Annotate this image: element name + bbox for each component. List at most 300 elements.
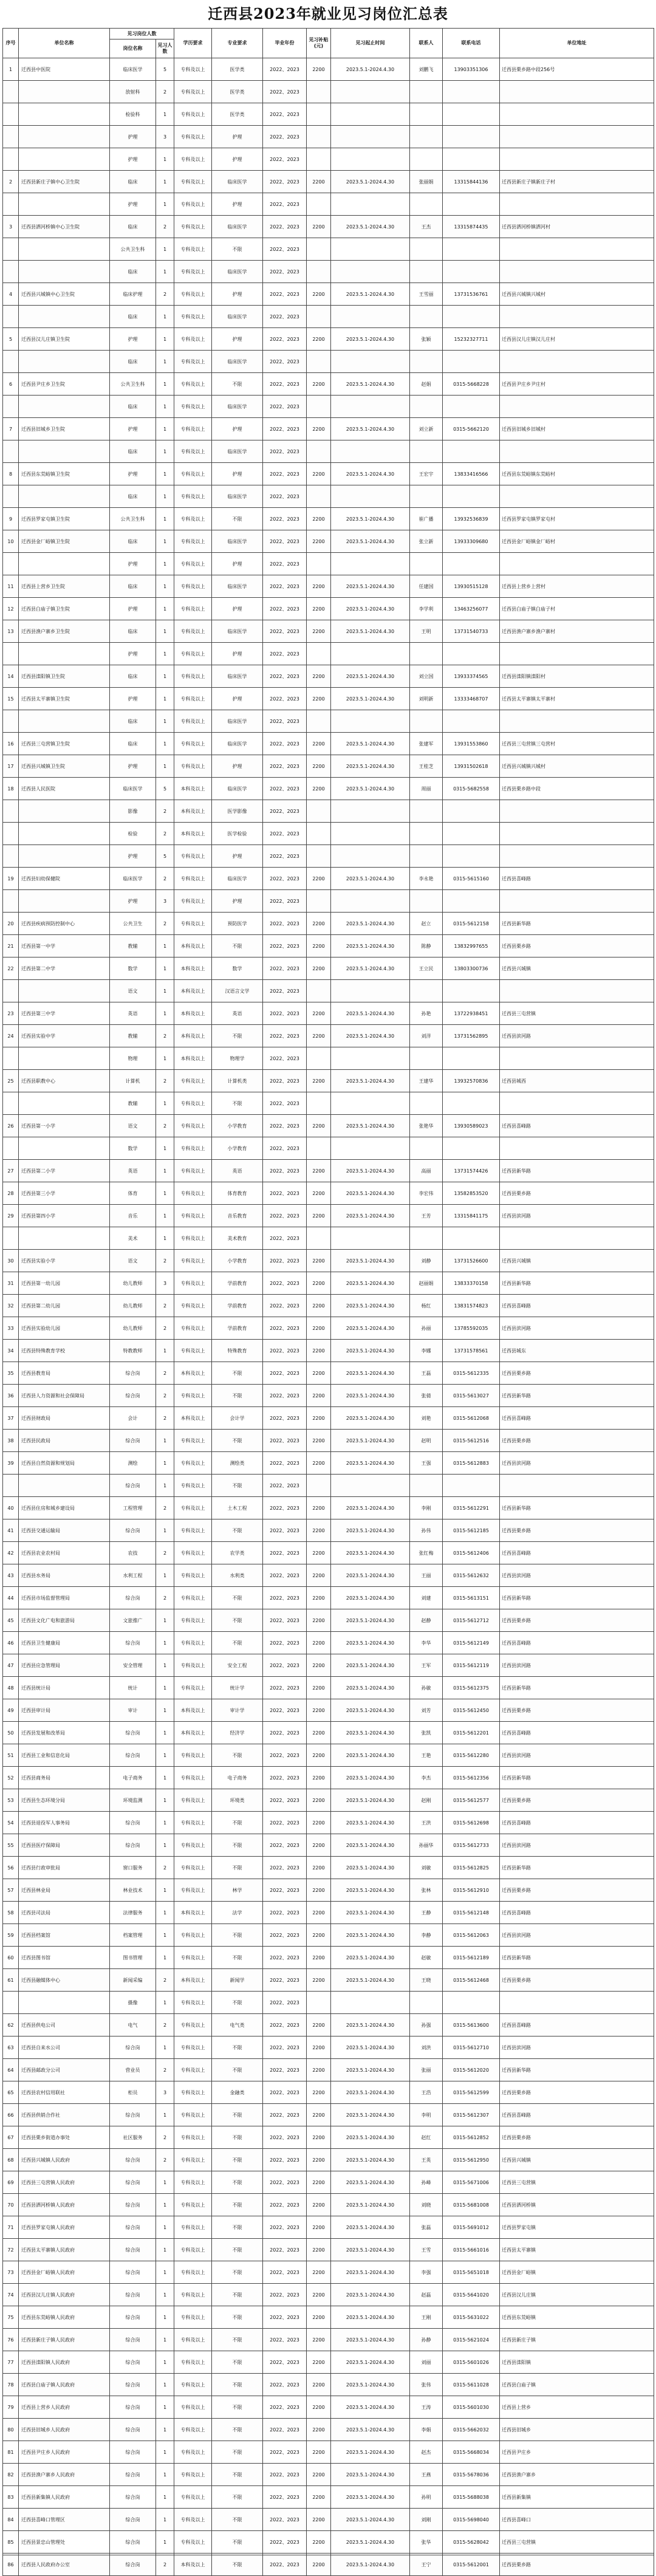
row-subsidy: 2200 bbox=[307, 508, 331, 530]
row-post: 临床医学 bbox=[110, 868, 156, 890]
row-post: 综合岗 bbox=[110, 1722, 156, 1744]
row-subsidy: 2200 bbox=[307, 2126, 331, 2149]
row-unit: 迁西县第三小学 bbox=[19, 1182, 110, 1205]
row-count: 1 bbox=[156, 1205, 174, 1227]
row-period bbox=[331, 81, 410, 103]
row-period: 2023.5.1-2024.4.30 bbox=[331, 2284, 410, 2306]
row-period: 2023.5.1-2024.4.30 bbox=[331, 418, 410, 440]
row-phone bbox=[443, 126, 500, 148]
row-unit: 迁西县金厂峪镇卫生院 bbox=[19, 530, 110, 553]
row-address: 迁西县滨河路 bbox=[500, 1924, 654, 1947]
row-subsidy: 2200 bbox=[307, 1834, 331, 1857]
row-period: 2023.5.1-2024.4.30 bbox=[331, 868, 410, 890]
row-major: 医学类 bbox=[212, 58, 263, 81]
row-seq bbox=[3, 845, 19, 868]
row-period: 2023.5.1-2024.4.30 bbox=[331, 2509, 410, 2531]
row-address: 迁西县栗乡路 bbox=[500, 1609, 654, 1632]
table-row bbox=[3, 1475, 654, 1497]
row-count: 2 bbox=[156, 283, 174, 306]
row-subsidy: 2200 bbox=[307, 171, 331, 193]
row-phone: 0315-5641020 bbox=[443, 2284, 500, 2306]
row-subsidy: 2200 bbox=[307, 755, 331, 778]
row-count: 1 bbox=[156, 1902, 174, 1924]
row-grad-year: 2022、2023 bbox=[263, 1812, 307, 1834]
row-education: 专科及以上 bbox=[174, 2126, 212, 2149]
row-seq: 49 bbox=[3, 1699, 19, 1722]
row-address: 迁西县喜峰路 bbox=[500, 1902, 654, 1924]
row-period: 2023.5.1-2024.4.30 bbox=[331, 1857, 410, 1879]
row-period bbox=[331, 1092, 410, 1115]
row-phone: 0315-5613600 bbox=[443, 2014, 500, 2036]
row-post: 临床 bbox=[110, 351, 156, 373]
row-post: 综合岗 bbox=[110, 2239, 156, 2261]
row-major: 法学 bbox=[212, 1902, 263, 1924]
row-education: 专科及以上 bbox=[174, 171, 212, 193]
table-row bbox=[3, 868, 654, 890]
row-grad-year: 2022、2023 bbox=[263, 1047, 307, 1070]
row-contact: 王桂芝 bbox=[410, 755, 443, 778]
row-phone bbox=[443, 238, 500, 261]
row-subsidy: 2200 bbox=[307, 1430, 331, 1452]
row-contact bbox=[410, 81, 443, 103]
row-major: 汉语言文学 bbox=[212, 980, 263, 1002]
row-period: 2023.5.1-2024.4.30 bbox=[331, 1002, 410, 1025]
row-major: 不限 bbox=[212, 1947, 263, 1969]
row-seq: 65 bbox=[3, 2081, 19, 2104]
row-grad-year: 2022、2023 bbox=[263, 1002, 307, 1025]
row-major: 音乐教育 bbox=[212, 1205, 263, 1227]
table-row bbox=[3, 1137, 654, 1160]
row-unit: 迁西县东荒峪镇卫生院 bbox=[19, 463, 110, 485]
row-period: 2023.5.1-2024.4.30 bbox=[331, 2329, 410, 2351]
row-major: 小学教育 bbox=[212, 1137, 263, 1160]
row-major: 安全工程 bbox=[212, 1654, 263, 1677]
row-phone: 0315-5612185 bbox=[443, 1519, 500, 1542]
row-period: 2023.5.1-2024.4.30 bbox=[331, 620, 410, 643]
row-post: 语文 bbox=[110, 980, 156, 1002]
table-row bbox=[3, 1002, 654, 1025]
row-unit: 迁西县景忠山管理处 bbox=[19, 2531, 110, 2554]
row-phone: 0315-5612149 bbox=[443, 1632, 500, 1654]
row-count: 2 bbox=[156, 1070, 174, 1092]
row-contact: 王燕 bbox=[410, 2464, 443, 2486]
table-row bbox=[3, 1182, 654, 1205]
row-education: 专科及以上 bbox=[174, 351, 212, 373]
table-row bbox=[3, 2396, 654, 2419]
row-period: 2023.5.1-2024.4.30 bbox=[331, 2351, 410, 2374]
row-major: 护理 bbox=[212, 643, 263, 665]
row-period: 2023.5.1-2024.4.30 bbox=[331, 575, 410, 598]
row-education: 专科及以上 bbox=[174, 1205, 212, 1227]
row-major: 不限 bbox=[212, 1857, 263, 1879]
row-contact: 赵立 bbox=[410, 913, 443, 935]
row-major: 不限 bbox=[212, 1430, 263, 1452]
row-education: 专科及以上 bbox=[174, 1250, 212, 1272]
row-period: 2023.5.1-2024.4.30 bbox=[331, 913, 410, 935]
row-seq: 61 bbox=[3, 1969, 19, 1992]
row-subsidy bbox=[307, 1475, 331, 1497]
row-post: 临床 bbox=[110, 171, 156, 193]
row-subsidy: 2200 bbox=[307, 1160, 331, 1182]
row-count: 1 bbox=[156, 2036, 174, 2059]
row-phone: 13785592035 bbox=[443, 1317, 500, 1340]
row-address: 迁西县栗乡路 bbox=[500, 1789, 654, 1812]
row-unit bbox=[19, 1092, 110, 1115]
row-post: 综合岗 bbox=[110, 1812, 156, 1834]
row-address: 迁西县上营乡 bbox=[500, 2396, 654, 2419]
row-major: 护理 bbox=[212, 148, 263, 171]
row-post: 护理 bbox=[110, 553, 156, 575]
row-count: 1 bbox=[156, 710, 174, 733]
row-post: 综合岗 bbox=[110, 2194, 156, 2216]
row-contact: 李刚 bbox=[410, 1497, 443, 1519]
row-post: 审计 bbox=[110, 1699, 156, 1722]
table-row bbox=[3, 171, 654, 193]
row-post: 农技 bbox=[110, 1542, 156, 1564]
row-contact: 李娜 bbox=[410, 1340, 443, 1362]
row-seq: 4 bbox=[3, 283, 19, 306]
row-period bbox=[331, 553, 410, 575]
row-contact: 李学利 bbox=[410, 598, 443, 620]
row-grad-year: 2022、2023 bbox=[263, 980, 307, 1002]
row-education: 专科及以上 bbox=[174, 2509, 212, 2531]
row-grad-year: 2022、2023 bbox=[263, 1677, 307, 1699]
row-period bbox=[331, 890, 410, 913]
table-row bbox=[3, 1879, 654, 1902]
row-seq: 76 bbox=[3, 2329, 19, 2351]
row-period: 2023.5.1-2024.4.30 bbox=[331, 2531, 410, 2554]
row-phone: 13731540733 bbox=[443, 620, 500, 643]
row-phone: 13731536761 bbox=[443, 283, 500, 306]
row-address: 迁西县兴城镇兴城村 bbox=[500, 283, 654, 306]
table-row bbox=[3, 216, 654, 238]
row-education: 专科及以上 bbox=[174, 2239, 212, 2261]
row-unit bbox=[19, 261, 110, 283]
row-post: 水利工程 bbox=[110, 1564, 156, 1587]
table-row bbox=[3, 823, 654, 845]
table-row bbox=[3, 1205, 654, 1227]
row-phone: 0315-5662032 bbox=[443, 2419, 500, 2441]
row-education: 专科及以上 bbox=[174, 2194, 212, 2216]
row-period bbox=[331, 193, 410, 216]
row-subsidy bbox=[307, 643, 331, 665]
row-grad-year: 2022、2023 bbox=[263, 2554, 307, 2576]
row-grad-year: 2022、2023 bbox=[263, 2239, 307, 2261]
row-count: 1 bbox=[156, 1947, 174, 1969]
row-unit: 迁西县第一幼儿园 bbox=[19, 1272, 110, 1295]
row-phone: 0315-5621024 bbox=[443, 2329, 500, 2351]
row-grad-year: 2022、2023 bbox=[263, 1722, 307, 1744]
row-contact: 任建国 bbox=[410, 575, 443, 598]
row-education: 专科及以上 bbox=[174, 126, 212, 148]
row-period bbox=[331, 306, 410, 328]
row-unit bbox=[19, 126, 110, 148]
row-count: 1 bbox=[156, 440, 174, 463]
row-phone: 0315-5671006 bbox=[443, 2171, 500, 2194]
row-count: 1 bbox=[156, 148, 174, 171]
table-row bbox=[3, 58, 654, 81]
row-post: 护理 bbox=[110, 643, 156, 665]
row-address bbox=[500, 1047, 654, 1070]
row-count: 1 bbox=[156, 2351, 174, 2374]
row-grad-year: 2022、2023 bbox=[263, 2261, 307, 2284]
row-phone: 0315-5612201 bbox=[443, 1722, 500, 1744]
row-phone bbox=[443, 643, 500, 665]
row-grad-year: 2022、2023 bbox=[263, 238, 307, 261]
row-grad-year: 2022、2023 bbox=[263, 1452, 307, 1475]
row-period: 2023.5.1-2024.4.30 bbox=[331, 171, 410, 193]
row-seq: 66 bbox=[3, 2104, 19, 2126]
row-period: 2023.5.1-2024.4.30 bbox=[331, 2216, 410, 2239]
row-period: 2023.5.1-2024.4.30 bbox=[331, 1317, 410, 1340]
row-count: 1 bbox=[156, 351, 174, 373]
row-count: 1 bbox=[156, 957, 174, 980]
row-post: 测绘 bbox=[110, 1452, 156, 1475]
row-unit: 迁西县第四小学 bbox=[19, 1205, 110, 1227]
row-subsidy: 2200 bbox=[307, 1115, 331, 1137]
row-address: 迁西县三屯营镇 bbox=[500, 2171, 654, 2194]
row-contact: 张磊 bbox=[410, 2216, 443, 2239]
row-major: 计算机类 bbox=[212, 1070, 263, 1092]
row-count: 1 bbox=[156, 1654, 174, 1677]
row-count: 1 bbox=[156, 2531, 174, 2554]
row-period: 2023.5.1-2024.4.30 bbox=[331, 1654, 410, 1677]
row-unit: 迁西县太平寨镇卫生院 bbox=[19, 688, 110, 710]
row-phone: 0315-5631022 bbox=[443, 2306, 500, 2329]
row-seq: 72 bbox=[3, 2239, 19, 2261]
row-unit bbox=[19, 1475, 110, 1497]
row-grad-year: 2022、2023 bbox=[263, 485, 307, 508]
row-unit: 迁西县第二中学 bbox=[19, 957, 110, 980]
row-education: 专科及以上 bbox=[174, 2419, 212, 2441]
row-unit: 迁西县供销合作社 bbox=[19, 2104, 110, 2126]
row-period bbox=[331, 823, 410, 845]
row-contact: 孙丽华 bbox=[410, 1834, 443, 1857]
row-unit: 迁西县洒河桥镇中心卫生院 bbox=[19, 216, 110, 238]
row-major: 护理 bbox=[212, 598, 263, 620]
row-post: 幼儿教师 bbox=[110, 1295, 156, 1317]
row-grad-year: 2022、2023 bbox=[263, 351, 307, 373]
row-phone: 0315-5612468 bbox=[443, 1969, 500, 1992]
row-period: 2023.5.1-2024.4.30 bbox=[331, 2486, 410, 2509]
row-contact bbox=[410, 193, 443, 216]
row-phone: 0315-5662120 bbox=[443, 418, 500, 440]
row-address bbox=[500, 396, 654, 418]
row-seq: 79 bbox=[3, 2396, 19, 2419]
row-major: 不限 bbox=[212, 935, 263, 957]
row-major: 护理 bbox=[212, 845, 263, 868]
row-unit: 迁西县发展和改革局 bbox=[19, 1722, 110, 1744]
row-unit: 迁西县白庙子镇人民政府 bbox=[19, 2374, 110, 2396]
row-count: 1 bbox=[156, 193, 174, 216]
row-phone bbox=[443, 1047, 500, 1070]
table-row bbox=[3, 2171, 654, 2194]
row-post: 综合岗 bbox=[110, 2261, 156, 2284]
row-address bbox=[500, 351, 654, 373]
row-contact: 王静 bbox=[410, 1902, 443, 1924]
row-education: 本科及以上 bbox=[174, 2554, 212, 2576]
row-post: 护理 bbox=[110, 463, 156, 485]
row-education: 专科及以上 bbox=[174, 1115, 212, 1137]
row-count: 2 bbox=[156, 1317, 174, 1340]
table-row bbox=[3, 2239, 654, 2261]
row-subsidy: 2200 bbox=[307, 1205, 331, 1227]
row-period bbox=[331, 351, 410, 373]
row-post: 幼儿教师 bbox=[110, 1272, 156, 1295]
row-post: 护理 bbox=[110, 890, 156, 913]
row-seq bbox=[3, 148, 19, 171]
row-phone: 13333468707 bbox=[443, 688, 500, 710]
row-count: 1 bbox=[156, 1340, 174, 1362]
row-major: 英语 bbox=[212, 1002, 263, 1025]
row-post: 综合岗 bbox=[110, 1744, 156, 1767]
row-phone: 13932570836 bbox=[443, 1070, 500, 1092]
row-major: 不限 bbox=[212, 1992, 263, 2014]
row-phone: 0315-5601030 bbox=[443, 2396, 500, 2419]
row-address: 迁西县栗乡路 bbox=[500, 1362, 654, 1385]
table-row bbox=[3, 2036, 654, 2059]
row-phone bbox=[443, 980, 500, 1002]
row-grad-year: 2022、2023 bbox=[263, 1475, 307, 1497]
row-unit: 迁西县白庙子镇卫生院 bbox=[19, 598, 110, 620]
row-contact: 王刚 bbox=[410, 2306, 443, 2329]
row-phone: 0315-5612599 bbox=[443, 2081, 500, 2104]
row-unit: 迁西县旧城乡人民政府 bbox=[19, 2419, 110, 2441]
row-unit: 迁西县市场监督管理局 bbox=[19, 1587, 110, 1609]
row-contact bbox=[410, 845, 443, 868]
row-subsidy: 2200 bbox=[307, 1340, 331, 1362]
table-row bbox=[3, 2509, 654, 2531]
row-phone bbox=[443, 890, 500, 913]
row-seq bbox=[3, 710, 19, 733]
row-education: 本科及以上 bbox=[174, 1002, 212, 1025]
row-contact: 赵丽娟 bbox=[410, 1272, 443, 1295]
row-address bbox=[500, 890, 654, 913]
row-contact: 周丽 bbox=[410, 778, 443, 800]
row-count: 1 bbox=[156, 2419, 174, 2441]
row-seq: 52 bbox=[3, 1767, 19, 1789]
row-period: 2023.5.1-2024.4.30 bbox=[331, 2126, 410, 2149]
row-seq: 8 bbox=[3, 463, 19, 485]
row-education: 专科及以上 bbox=[174, 440, 212, 463]
row-address: 迁西县喜峰路 bbox=[500, 1812, 654, 1834]
row-major: 护理 bbox=[212, 328, 263, 351]
row-subsidy: 2200 bbox=[307, 2374, 331, 2396]
row-phone: 0315-5612148 bbox=[443, 1902, 500, 1924]
row-post: 综合岗 bbox=[110, 1430, 156, 1452]
row-post: 综合岗 bbox=[110, 2104, 156, 2126]
row-seq bbox=[3, 1475, 19, 1497]
table-row bbox=[3, 1272, 654, 1295]
row-seq: 55 bbox=[3, 1834, 19, 1857]
row-subsidy bbox=[307, 800, 331, 823]
row-contact bbox=[410, 126, 443, 148]
row-count: 1 bbox=[156, 508, 174, 530]
row-grad-year: 2022、2023 bbox=[263, 778, 307, 800]
row-count: 2 bbox=[156, 2554, 174, 2576]
row-period: 2023.5.1-2024.4.30 bbox=[331, 598, 410, 620]
row-education: 专科及以上 bbox=[174, 2216, 212, 2239]
row-address: 迁西县东荒峪镇 bbox=[500, 2306, 654, 2329]
row-period: 2023.5.1-2024.4.30 bbox=[331, 2306, 410, 2329]
row-unit bbox=[19, 148, 110, 171]
row-phone: 0315-5661016 bbox=[443, 2239, 500, 2261]
row-period: 2023.5.1-2024.4.30 bbox=[331, 1497, 410, 1519]
row-subsidy: 2200 bbox=[307, 2149, 331, 2171]
row-contact: 王涛 bbox=[410, 2396, 443, 2419]
row-contact bbox=[410, 1047, 443, 1070]
table-row bbox=[3, 193, 654, 216]
row-address bbox=[500, 1227, 654, 1250]
row-address: 迁西县白庙子镇白庙子村 bbox=[500, 598, 654, 620]
row-seq: 69 bbox=[3, 2171, 19, 2194]
row-address bbox=[500, 238, 654, 261]
row-post: 临床医学 bbox=[110, 58, 156, 81]
row-phone: 0315-5612356 bbox=[443, 1767, 500, 1789]
row-contact: 李杰 bbox=[410, 1767, 443, 1789]
row-unit: 迁西县新庄子镇中心卫生院 bbox=[19, 171, 110, 193]
row-major: 美术教育 bbox=[212, 1227, 263, 1250]
row-major: 不限 bbox=[212, 2261, 263, 2284]
row-subsidy: 2200 bbox=[307, 1407, 331, 1430]
table-row bbox=[3, 755, 654, 778]
row-count: 5 bbox=[156, 778, 174, 800]
row-seq: 26 bbox=[3, 1115, 19, 1137]
row-education: 本科及以上 bbox=[174, 935, 212, 957]
row-grad-year: 2022、2023 bbox=[263, 1992, 307, 2014]
row-count: 1 bbox=[156, 530, 174, 553]
row-major: 临床医学 bbox=[212, 868, 263, 890]
row-grad-year: 2022、2023 bbox=[263, 1137, 307, 1160]
row-post: 会计 bbox=[110, 1407, 156, 1430]
row-address: 迁西县旧城乡 bbox=[500, 2419, 654, 2441]
row-major: 医学影像 bbox=[212, 800, 263, 823]
row-subsidy: 2200 bbox=[307, 1924, 331, 1947]
row-period: 2023.5.1-2024.4.30 bbox=[331, 1205, 410, 1227]
row-count: 1 bbox=[156, 598, 174, 620]
row-address: 迁西县三屯营镇 bbox=[500, 1002, 654, 1025]
row-period bbox=[331, 396, 410, 418]
table-row bbox=[3, 2126, 654, 2149]
row-address: 迁西县栗乡路中段256号 bbox=[500, 58, 654, 81]
row-contact: 陈静 bbox=[410, 935, 443, 957]
row-seq bbox=[3, 351, 19, 373]
row-grad-year: 2022、2023 bbox=[263, 2531, 307, 2554]
row-phone: 13463256077 bbox=[443, 598, 500, 620]
row-post: 营业员 bbox=[110, 2059, 156, 2081]
row-post: 安全管理 bbox=[110, 1654, 156, 1677]
table-row bbox=[3, 1609, 654, 1632]
row-seq: 3 bbox=[3, 216, 19, 238]
row-subsidy: 2200 bbox=[307, 2036, 331, 2059]
table-row bbox=[3, 890, 654, 913]
row-phone: 13831574823 bbox=[443, 1295, 500, 1317]
row-seq: 64 bbox=[3, 2059, 19, 2081]
row-address bbox=[500, 823, 654, 845]
row-education: 专科及以上 bbox=[174, 1654, 212, 1677]
row-major: 不限 bbox=[212, 2486, 263, 2509]
row-seq bbox=[3, 1047, 19, 1070]
row-post: 电气 bbox=[110, 2014, 156, 2036]
row-seq: 77 bbox=[3, 2351, 19, 2374]
row-period: 2023.5.1-2024.4.30 bbox=[331, 2396, 410, 2419]
table-row bbox=[3, 643, 654, 665]
row-unit: 迁西县三屯营镇人民政府 bbox=[19, 2171, 110, 2194]
row-major: 临床医学 bbox=[212, 306, 263, 328]
row-unit: 迁西县洒河桥镇人民政府 bbox=[19, 2194, 110, 2216]
row-grad-year: 2022、2023 bbox=[263, 1205, 307, 1227]
row-count: 1 bbox=[156, 1519, 174, 1542]
